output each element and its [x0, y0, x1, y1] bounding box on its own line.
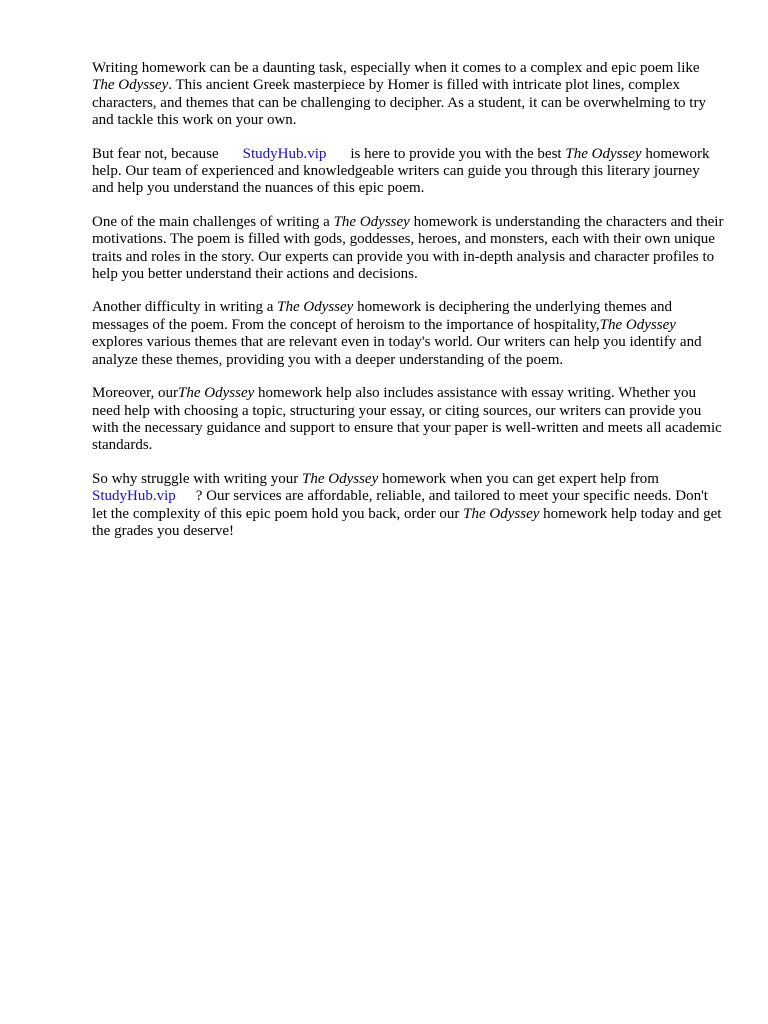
text-run: Moreover, our	[92, 385, 179, 402]
paragraph-closing	[92, 471, 724, 541]
book-title: The Odyssey	[302, 470, 379, 487]
book-title: The Odyssey	[92, 77, 169, 94]
text-run: . This ancient Greek masterpiece by Homer is filled with intricate plot lines, complex characters, and themes that can be challenging to decipher. As a student, it can be overwhelming to try and tackle this work on your own.	[92, 77, 706, 129]
text-run: ? Our services are affordable, reliable, and tailored to meet your specific needs. Don't let the complexity of this epic poem hold you back, order our	[92, 488, 708, 522]
text-run: homework help also includes assistance with essay writing. Whether you need help with choosing a topic, structuring your essay, or citing sources, our writers can provide you with the necessary guidance and support to ensure that your paper is well-written and meets all academic standards.	[92, 385, 722, 454]
text-run: homework is deciphering the underlying themes and messages of the poem. From the concept of heroism to the importance of hospitality,	[92, 299, 673, 333]
book-title: The Odyssey	[178, 385, 255, 402]
book-title: The Odyssey	[599, 316, 676, 333]
paragraph-themes	[92, 299, 724, 369]
text-run: homework when you can get expert help from	[378, 470, 659, 487]
paragraph-service	[92, 146, 724, 198]
book-title: The Odyssey	[333, 213, 410, 230]
text-run: Writing homework can be a daunting task, especially when it comes to a complex and epic poem like	[92, 60, 700, 76]
studyhub-link[interactable]: StudyHub.vip	[92, 488, 176, 505]
text-run: homework help today and get the grades you deserve!	[92, 505, 722, 539]
book-title: The Odyssey	[277, 299, 354, 316]
text-run: homework is understanding the characters and their motivations. The poem is filled with gods, goddesses, heroes, and monsters, each with their own unique traits and roles in the story. Our experts can provide you with in-depth analysis and character profiles to help you better understand their actions and decisions.	[92, 213, 724, 283]
paragraph-essay	[92, 385, 724, 455]
text-run: So why struggle with writing your	[92, 470, 302, 487]
document-body	[92, 60, 724, 556]
text-run: homework help. Our team of experienced and knowledgeable writers can guide you through this literary journey and help you understand the nuances of this epic poem.	[92, 145, 710, 197]
text-run: One of the main challenges of writing a	[92, 213, 334, 230]
paragraph-characters	[92, 214, 724, 284]
studyhub-link[interactable]: StudyHub.vip	[242, 145, 327, 162]
text-run: Another difficulty in writing a	[92, 299, 278, 316]
text-run: But fear not, because	[92, 145, 219, 162]
text-run: is here to provide you with the best	[350, 145, 566, 162]
book-title: The Odyssey	[463, 505, 540, 522]
text-run: explores various themes that are relevant even in today's world. Our writers can help you identify and analyze these themes, providing you with a deeper understanding of the poem.	[92, 334, 702, 368]
paragraph-intro	[92, 60, 724, 130]
book-title: The Odyssey	[565, 145, 642, 162]
